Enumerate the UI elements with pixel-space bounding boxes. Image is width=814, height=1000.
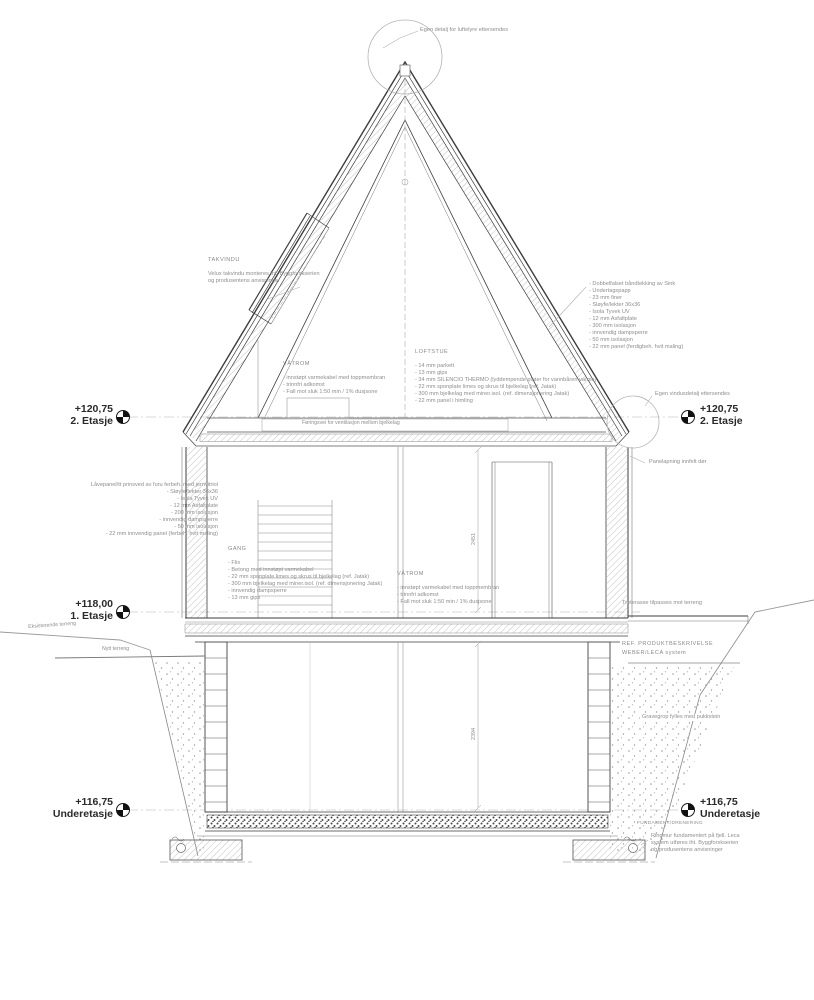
level-elevation: +120,75 <box>74 403 113 415</box>
terrain-existing-label: Eksisterende terreng <box>28 620 77 630</box>
level-elevation: +116,75 <box>700 796 738 808</box>
panel-door-note: Panelapning innfelt dør <box>649 459 707 465</box>
first-bathroom-list: - innstøpt varmekabel med toppmembran - trinnfri adkomst - Fall mot sluk 1:50 min / 1% dusjsone <box>397 585 500 605</box>
first-floor-slab <box>185 618 628 642</box>
level-left-basement <box>20 796 113 820</box>
level-elevation: +120,75 <box>700 403 739 415</box>
attic-floor <box>196 418 616 446</box>
level-right-second <box>700 403 743 427</box>
level-name: Underetasje <box>700 808 761 820</box>
vent-duct-note: Føringsvei for ventilasjon mellom bjelkelag <box>302 420 400 426</box>
wall-buildup-list: Låvepanel/tt prinsved av furu ferbeh. med jernvitriol - Sløyfe/lekter 36x36 - Isola Tyvek UV - 12 mm Asfaltplate - 200 mm isolasjon - innvendig dampsperre - 50 mm isolasjon - 22 mm innvendig panel (ferbeh. hvit maling) <box>90 482 218 537</box>
apex-detail-note: Egen detalj for luftelyre ettersendes <box>420 27 508 33</box>
level-name: 2. Etasje <box>700 415 743 427</box>
level-left-first <box>40 598 113 622</box>
hall-title: GANG <box>228 546 247 552</box>
foundation-note: Ringmur fundamentert på fjell. Leca system utføres iht. Byggforskserien og produsentens anvisninger <box>651 833 740 853</box>
dimension-first-floor: 2451 <box>471 533 477 545</box>
level-elevation: +116,75 <box>75 796 113 808</box>
basement-interior <box>310 642 403 812</box>
attic-bathroom-title: VÅTROM <box>283 361 310 367</box>
attic-bathroom-list: - innstøpt varmekabel med toppmembran - trinnfri adkomst - Fall mot sluk 1:50 min / 1% dusjsone <box>283 375 386 395</box>
footings <box>160 840 655 862</box>
terrain-new-label: Nytt terreng <box>102 646 130 652</box>
product-ref-line2: WEBER/LECA system <box>622 650 687 656</box>
level-name: 2. Etasje <box>70 415 113 427</box>
roof-window-title: TAKVINDU <box>208 257 240 263</box>
basement-slab <box>197 812 618 836</box>
level-right-basement <box>700 796 760 820</box>
loft-room-title: LOFTSTUE <box>415 349 449 355</box>
terrain-left <box>0 632 205 856</box>
terrace-note: Treterasse tilpasses mot terreng <box>622 600 703 606</box>
foundation-heading: FUNDAMENT/DRENERING <box>637 821 703 826</box>
level-name: 1. Etasje <box>70 610 113 622</box>
roof-buildup-list: - Dobbelfalset båndtekking av Sink - Undertagspapp - 23 mm finer - Sløyfe/lekter 36x36 - Isola Tyvek UV - 12 mm Asfaltplate - 300 mm isolasjon - innvendig dampsperre - 50 mm isolasjon - 22 mm panel (ferdigbeh. hvit maling) <box>589 281 684 350</box>
hall-list: - Flis - Betong med innstøpt varmekabel - 22 mm sponplate limes og skrus til bjelkelag (ref. Jatak) - 300 mm bjelkelag med miner.isol. (ref. dimensjonering Jatak) - innvendig dampsperre - 13 mm gips <box>228 560 383 601</box>
loft-room-list: - 14 mm parkett - 13 mm gips - 34 mm SILENCIO THERMO (lyddempende plater for vannbåren varme) - 22 mm sponplate limes og skrus til bjelkelag (ref. Jatak) - 300 mm bjelkelag med miner.isol. (ref. dimensjonering Jatak) - 22 mm panel i himling <box>415 363 597 404</box>
attic-interior <box>258 80 408 418</box>
first-bathroom-title: VÅTROM <box>397 571 424 577</box>
product-ref-line1: REF. PRODUKTBESKRIVELSE <box>622 641 714 647</box>
dimension-basement: 2394 <box>471 728 477 740</box>
level-left-second <box>40 403 113 427</box>
roof-window-note: Velux takvindu monteres iht. Byggforskserien og produsentens anvisninger <box>208 271 320 284</box>
level-elevation: +118,00 <box>75 598 113 610</box>
window-detail-note: Egen vindusdetalj ettersendes <box>655 391 730 397</box>
gravel-fill-note: Gravegrop fylles med pukkstein <box>642 714 721 720</box>
level-name: Underetasje <box>52 808 113 820</box>
basement-walls <box>205 642 610 812</box>
